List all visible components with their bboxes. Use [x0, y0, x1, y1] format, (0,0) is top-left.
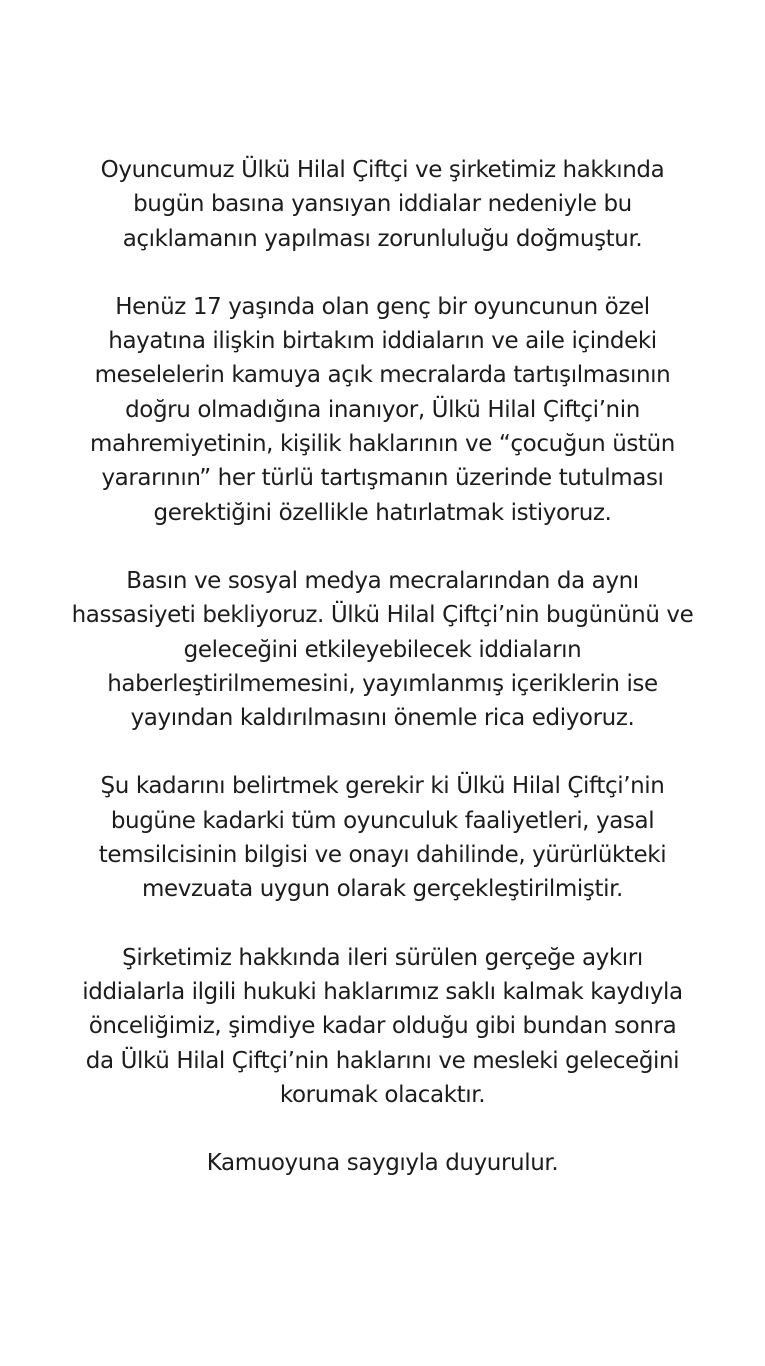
statement-line: mevzuata uygun olarak gerçekleştirilmiştir. — [142, 876, 623, 903]
statement-line: Henüz 17 yaşında olan genç bir oyuncunun özel — [115, 293, 650, 320]
statement-line: Oyuncumuz Ülkü Hilal Çiftçi ve şirketimiz hakkında — [100, 157, 665, 183]
statement-line: iddialarla ilgili hukuki haklarımız saklı kalmak kaydıyla — [82, 978, 683, 1005]
statement-line: haberleştirilmemesini, yayımlanmış içeriklerin ise — [107, 670, 658, 697]
statement-paragraph — [40, 769, 725, 906]
statement-line: yayından kaldırılmasını önemle rica ediyoruz. — [130, 705, 635, 732]
statement-paragraph — [40, 153, 725, 256]
statement-line: hayatına ilişkin birtakım iddiaların ve aile içindeki — [108, 328, 657, 355]
statement-line: bugüne kadarki tüm oyunculuk faaliyetleri, yasal — [110, 807, 655, 834]
statement-line: gerektiğini özellikle hatırlatmak istiyoruz. — [153, 499, 612, 526]
statement-line: korumak olacaktır. — [279, 1081, 486, 1108]
statement-line: önceliğimiz, şimdiye kadar olduğu gibi bundan sonra — [88, 1013, 677, 1040]
statement-line: Şirketimiz hakkında ileri sürülen gerçeğe aykırı — [122, 944, 643, 971]
statement-paragraph — [40, 564, 725, 735]
statement-line: geleceğini etkileyebilecek iddiaların — [183, 636, 582, 663]
statement-line: da Ülkü Hilal Çiftçi’nin haklarını ve mesleki geleceğini — [85, 1047, 680, 1074]
statement-line: mahremiyetinin, kişilik haklarının ve “çocuğun üstün — [90, 431, 675, 458]
statement-line: meselelerin kamuya açık mecralarda tartışılmasının — [94, 362, 671, 389]
statement-paragraph — [40, 941, 725, 1112]
statement-line: Şu kadarını belirtmek gerekir ki Ülkü Hilal Çiftçi’nin — [100, 773, 665, 800]
statement-line: bugün basına yansıyan iddialar nedeniyle bu — [133, 191, 632, 218]
statement-line: Basın ve sosyal medya mecralarından da aynı — [126, 567, 639, 594]
statement-text — [40, 153, 725, 1180]
statement-line: hassasiyeti bekliyoruz. Ülkü Hilal Çiftçi’nin bugününü ve — [71, 602, 694, 629]
statement-line: Kamuoyuna saygıyla duyurulur. — [206, 1150, 559, 1177]
statement-paragraph — [40, 1146, 725, 1180]
statement-paragraph — [40, 290, 725, 530]
statement-line: yararının” her türlü tartışmanın üzerinde tutulması — [101, 465, 664, 492]
statement-line: doğru olmadığına inanıyor, Ülkü Hilal Çiftçi’nin — [125, 396, 640, 423]
statement-line: açıklamanın yapılması zorunluluğu doğmuştur. — [122, 225, 643, 252]
statement-line: temsilcisinin bilgisi ve onayı dahilinde, yürürlükteki — [98, 842, 667, 869]
